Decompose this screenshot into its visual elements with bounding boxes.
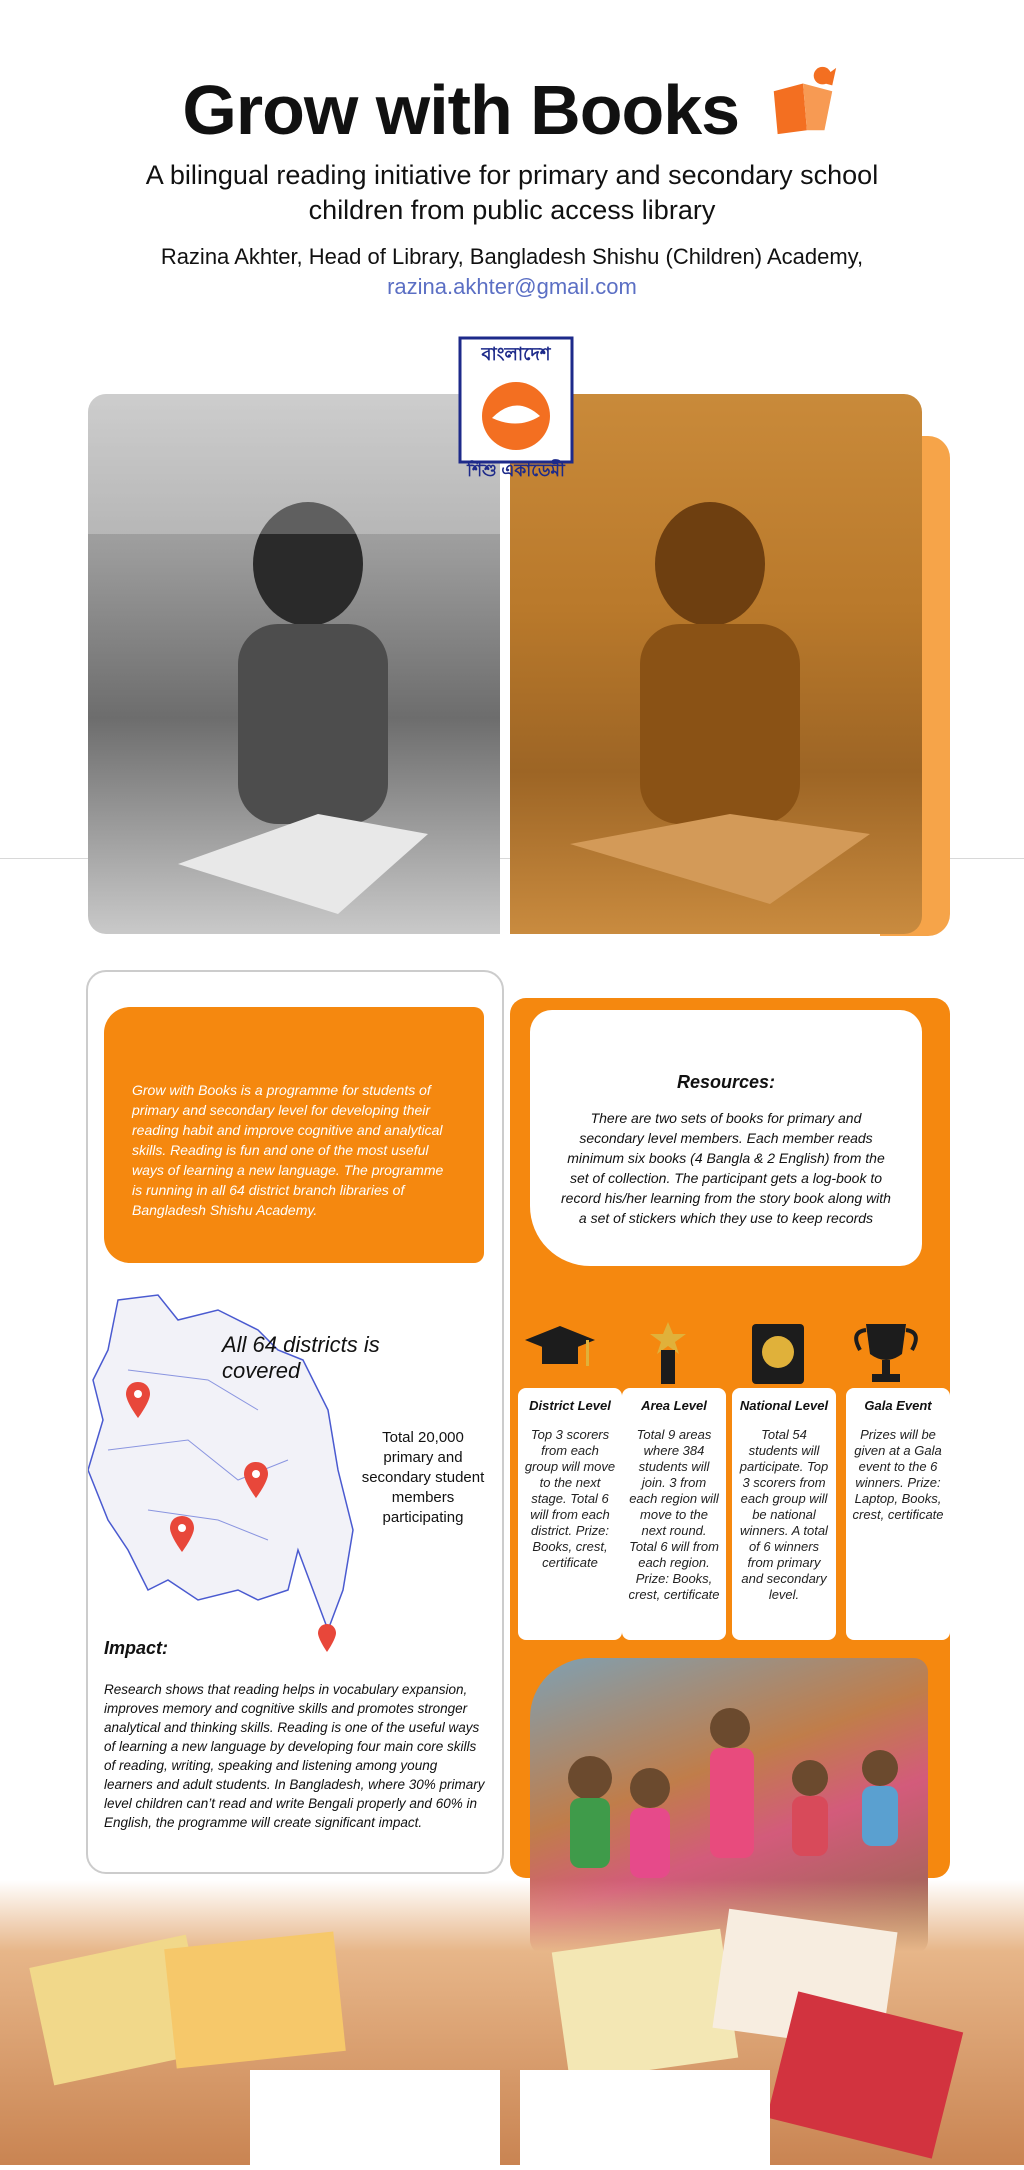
- districts-title: All 64 districts is covered: [222, 1332, 380, 1383]
- logo-bottom-text: শিশু একাডেমী: [467, 461, 565, 480]
- members-text: Total 20,000 primary and secondary student members participating: [361, 1429, 485, 1526]
- level-card-district: [518, 1388, 622, 1640]
- level-description: Prizes will be given at a Gala event to the 6 winners. Prize: Laptop, Books, crest, certificate: [852, 1427, 944, 1522]
- level-description: Total 54 students will participate. Top 3 scorers from each group will be national winners. A total of 6 winners from primary and secondary level.: [739, 1427, 829, 1602]
- level-card-national: [732, 1388, 836, 1640]
- level-title: District Level: [529, 1398, 611, 1413]
- impact-text: Research shows that reading helps in vocabulary expansion, improves memory and cognitive skills and promotes stronger analytical and thinking skills. Reading is one of the useful ways of learning a new language by developing four main core skills of reading, writing, speaking and listening among young learners and adult students. In Bangladesh, where 30% primary level children can’t read and write Bengali properly and 60% in English, the programme will create significant impact.: [104, 1682, 485, 1830]
- map-pin-icon: [318, 1624, 336, 1652]
- level-title: Area Level: [641, 1398, 707, 1413]
- page-title: [0, 62, 1024, 150]
- graduation-cap-icon: [520, 1320, 600, 1384]
- level-card-area: [622, 1388, 726, 1640]
- boy-reading-photo-grayscale: [88, 394, 500, 934]
- map-pin-icon: [126, 1382, 150, 1418]
- subtitle: A bilingual reading initiative for primary and secondary school children from public access library: [145, 160, 879, 225]
- level-card-gala: [846, 1388, 950, 1640]
- resources-text: There are two sets of books for primary and secondary level members. Each member reads minimum six books (4 Bangla & 2 English) from the set of collection. The participant gets a log-book to record his/her learning from the story book along with a set of stickers which they use to keep records: [561, 1110, 891, 1226]
- level-description: Top 3 scorers from each group will move to the next stage. Total 6 will from each district. Prize: Books, crest, certificate: [524, 1427, 616, 1570]
- flying-book-icon: [764, 62, 842, 140]
- map-pin-icon: [244, 1462, 268, 1498]
- intro-text: Grow with Books is a programme for students of primary and secondary level for developing their reading habit and improve cognitive and analytical skills. Reading is fun and one of the most useful ways of learning a new language. The programme is running in all 64 district branch libraries of Bangladesh Shishu Academy.: [132, 1082, 444, 1218]
- resources-title: Resources:: [676, 1072, 776, 1092]
- title-text: Grow with Books: [182, 71, 740, 149]
- star-award-icon: [628, 1320, 708, 1384]
- story-books-collage: [0, 1880, 1024, 2165]
- level-title: National Level: [739, 1398, 829, 1413]
- level-description: Total 9 areas where 384 students will join. 3 from each region will move to the next round. Total 6 will from each region. Prize: Books, crest, certificate: [628, 1427, 720, 1602]
- map-pin-icon: [170, 1516, 194, 1552]
- author-line: Razina Akhter, Head of Library, Bangladesh Shishu (Children) Academy,: [160, 244, 864, 269]
- email-link[interactable]: razina.akhter@gmail.com: [387, 274, 637, 299]
- medal-plaque-icon: [738, 1320, 818, 1384]
- trophy-icon: [846, 1320, 926, 1384]
- level-title: Gala Event: [864, 1398, 932, 1413]
- logo-top-text: বাংলাদেশ: [481, 344, 551, 364]
- books-collage-icon: [0, 1880, 1024, 2165]
- boy-silhouette-icon: [88, 394, 500, 934]
- shishu-academy-logo: [456, 334, 576, 484]
- impact-title: Impact:: [104, 1638, 169, 1658]
